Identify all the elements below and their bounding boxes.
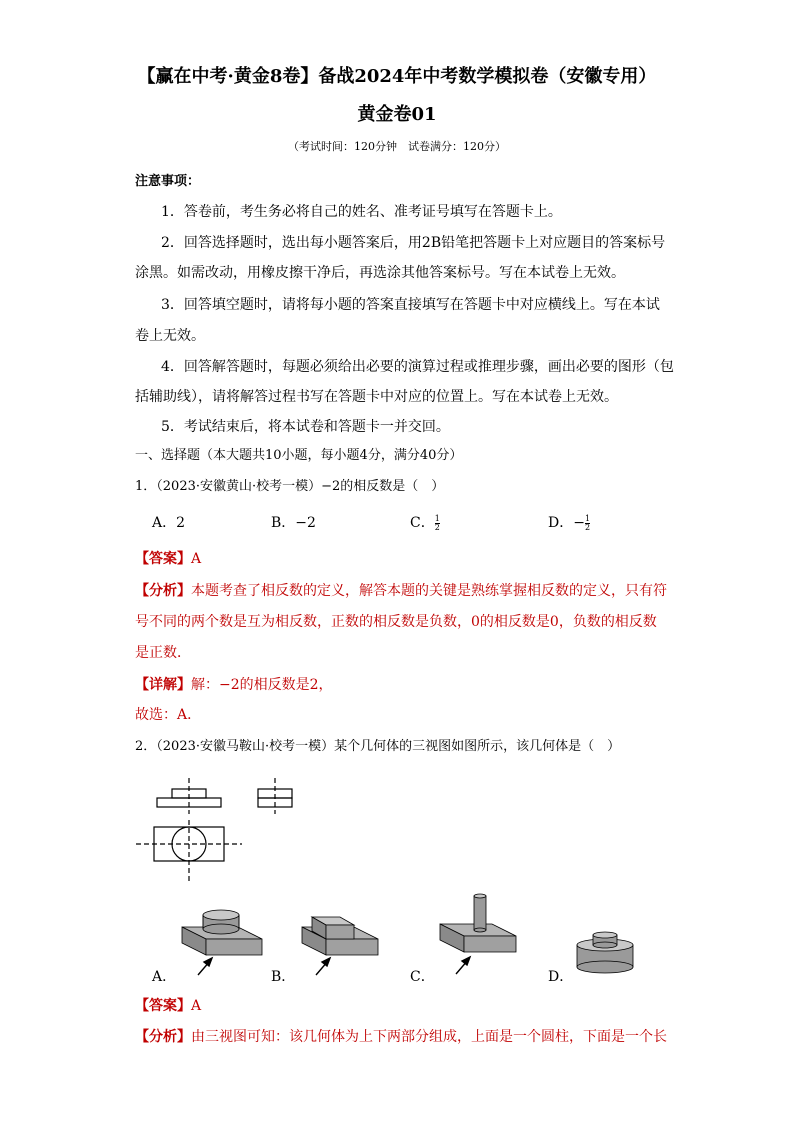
notice-item-2-cont: 涂黑。如需改动，用橡皮擦干净后，再选涂其他答案标号。写在本试卷上无效。 bbox=[135, 265, 625, 281]
three-views-figure bbox=[130, 778, 300, 888]
notice-item-4-cont: 括辅助线），请将解答过程书写在答题卡中对应的位置上。写在本试卷上无效。 bbox=[135, 389, 618, 405]
q1-analysis-tag: 【分析】 bbox=[135, 583, 191, 599]
q1-option-c-numerator: 1 bbox=[434, 513, 440, 523]
q2-option-a-solid-image bbox=[178, 905, 270, 977]
exam-info: （考试时间：120分钟 试卷满分：120分） bbox=[288, 140, 506, 153]
q1-analysis-line-2: 号不同的两个数是互为相反数，正数的相反数是负数，0的相反数是0，负数的相反数 bbox=[135, 614, 657, 630]
q2-option-c: C． bbox=[410, 969, 435, 985]
q1-choose: 故选：A． bbox=[135, 707, 202, 723]
q1-option-a: A．2 bbox=[152, 515, 186, 531]
notice-item-1: 1．答卷前，考生务必将自己的姓名、准考证号填写在答题卡上。 bbox=[161, 204, 562, 220]
q1-detail-text: 解：−2的相反数是2， bbox=[191, 677, 333, 693]
notice-item-2: 2．回答选择题时，选出每小题答案后，用2B铅笔把答题卡上对应题目的答案标号 bbox=[161, 235, 666, 251]
q1-option-c-fraction bbox=[435, 515, 440, 532]
q1-detail bbox=[135, 674, 333, 694]
q1-analysis-line-1 bbox=[135, 580, 667, 600]
q1-option-c-label: C． bbox=[410, 515, 435, 531]
notice-item-3: 3．回答填空题时，请将每小题的答案直接填写在答题卡中对应横线上。写在本试 bbox=[161, 297, 660, 313]
paper-subtitle: 黄金卷01 bbox=[357, 104, 437, 125]
q1-answer bbox=[135, 548, 201, 568]
q1-option-c bbox=[410, 512, 440, 532]
q1-option-d bbox=[548, 512, 590, 532]
document-title: 【赢在中考·黄金8卷】备战2024年中考数学模拟卷（安徽专用） bbox=[137, 66, 657, 87]
q2-option-d-solid-image bbox=[572, 928, 638, 978]
question-2-stem: 2．（2023·安徽马鞍山·校考一模）某个几何体的三视图如图所示，该几何体是（ ） bbox=[135, 739, 621, 754]
q2-option-c-solid-image bbox=[436, 890, 522, 976]
notice-item-3-cont: 卷上无效。 bbox=[135, 328, 205, 344]
q2-option-b-solid-image bbox=[298, 903, 384, 977]
question-1-stem: 1．（2023·安徽黄山·校考一模）−2的相反数是（ ） bbox=[135, 479, 445, 494]
notice-item-5: 5．考试结束后，将本试卷和答题卡一并交回。 bbox=[161, 419, 450, 435]
q1-option-d-fraction bbox=[585, 515, 590, 532]
q1-analysis-text-1: 本题考查了相反数的定义，解答本题的关键是熟练掌握相反数的定义，只有符 bbox=[191, 583, 667, 599]
q2-answer bbox=[135, 995, 201, 1015]
notice-heading: 注意事项： bbox=[135, 174, 201, 189]
q2-answer-value: A bbox=[191, 998, 202, 1014]
q2-option-a: A． bbox=[152, 969, 177, 985]
q1-option-d-denominator: 2 bbox=[584, 522, 591, 532]
q1-answer-tag: 【答案】 bbox=[135, 551, 191, 567]
q2-analysis bbox=[135, 1026, 667, 1046]
q1-analysis-line-3: 是正数． bbox=[135, 645, 191, 661]
q1-answer-value: A bbox=[191, 551, 202, 567]
q1-option-d-numerator: 1 bbox=[584, 513, 591, 523]
q1-option-d-label: D．− bbox=[548, 515, 585, 531]
q2-option-d: D． bbox=[548, 969, 574, 985]
q2-answer-tag: 【答案】 bbox=[135, 998, 191, 1014]
q1-option-b: B．−2 bbox=[271, 515, 316, 531]
section-heading: 一、选择题（本大题共10小题，每小题4分，满分40分） bbox=[135, 448, 463, 463]
q2-analysis-text: 由三视图可知：该几何体为上下两部分组成，上面是一个圆柱，下面是一个长 bbox=[191, 1029, 667, 1045]
q2-option-b: B． bbox=[271, 969, 296, 985]
notice-item-4: 4．回答解答题时，每题必须给出必要的演算过程或推理步骤，画出必要的图形（包 bbox=[161, 359, 674, 375]
q1-option-c-denominator: 2 bbox=[434, 522, 440, 532]
q1-detail-tag: 【详解】 bbox=[135, 677, 191, 693]
q2-analysis-tag: 【分析】 bbox=[135, 1029, 191, 1045]
